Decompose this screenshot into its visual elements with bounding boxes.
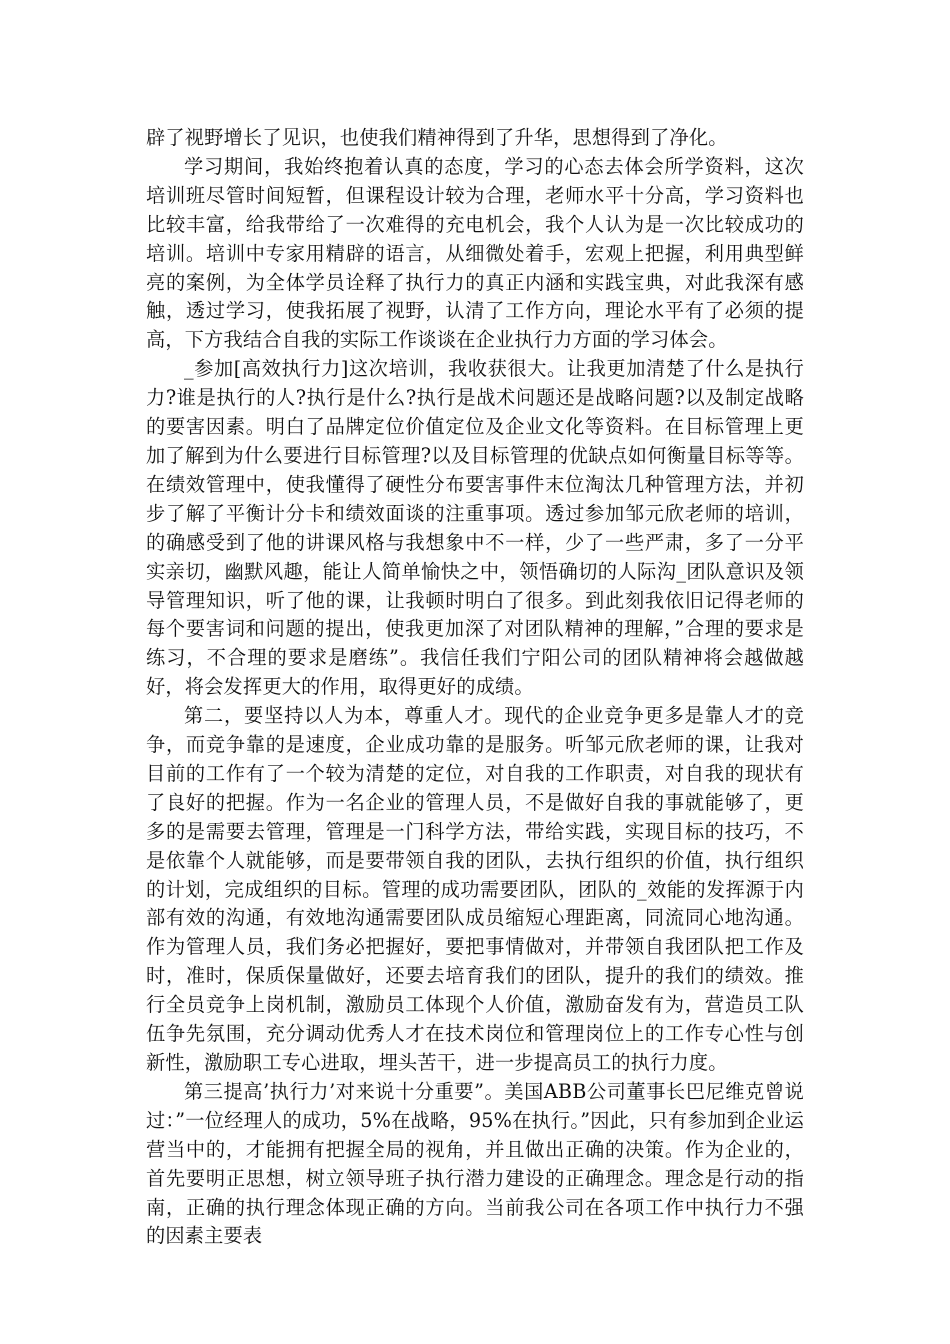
paragraph-execution-importance: 第三提高’执行力’对来说十分重要”。美国ABB公司董事长巴尼维克曾说过：”一位经理人的成功，5%在战略，95%在执行。”因此，只有参加到企业运营当中的，才能拥有把握全局的视角，并且做出正确的决策。作为企业的，首先要明正思想，树立领导班子执行潜力建设的正确理念。理念是行动的指南，正确的执行理念体现正确的方向。当前我公司在各项工作中执行力不强的因素主要表 <box>146 1079 804 1248</box>
paragraph-training-harvest: _参加[高效执行力]这次培训，我收获很大。让我更加清楚了什么是执行力?谁是执行的人?执行是什么?执行是战术问题还是战略问题?以及制定战略的要害因素。明白了品牌定位价值定位及企业文化等资料。在目标管理上更加了解到为什么要进行目标管理?以及目标管理的优缺点如何衡量目标等等。在绩效管理中，使我懂得了硬性分布要害事件末位淘汰几种管理方法，并初步了解了平衡计分卡和绩效面谈的注重事项。透过参加邹元欣老师的培训，的确感受到了他的讲课风格与我想象中不一样，少了一些严肃，多了一分平实亲切，幽默风趣，能让人简单愉快之中，领悟确切的人际沟_团队意识及领导管理知识，听了他的课，让我顿时明白了很多。到此刻我依旧记得老师的每个要害词和问题的提出，使我更加深了对团队精神的理解，”合理的要求是练习，不合理的要求是磨练”。我信任我们宁阳公司的团队精神将会越做越好，将会发挥更大的作用，取得更好的成绩。 <box>146 357 804 699</box>
document-body <box>146 124 804 1251</box>
paragraph-study-period: 学习期间，我始终抱着认真的态度，学习的心态去体会所学资料，这次培训班尽管时间短暂，但课程设计较为合理，老师水平十分高，学习资料也比较丰富，给我带给了一次难得的充电机会，我个人认为是一次比较成功的培训。培训中专家用精辟的语言，从细微处着手，宏观上把握，利用典型鲜亮的案例，为全体学员诠释了执行力的真正内涵和实践宝典，对此我深有感触，透过学习，使我拓展了视野，认清了工作方向，理论水平有了必须的提高，下方我结合自我的实际工作谈谈在企业执行力方面的学习体会。 <box>146 154 804 352</box>
paragraph-continuation: 辟了视野增长了见识，也使我们精神得到了升华，思想得到了净化。 <box>146 126 728 149</box>
paragraph-people-oriented: 第二，要坚持以人为本，尊重人才。现代的企业竞争更多是靠人才的竞争，而竞争靠的是速度，企业成功靠的是服务。听邹元欣老师的课，让我对目前的工作有了一个较为清楚的定位，对自我的工作职责，对自我的现状有了良好的把握。作为一名企业的管理人员，不是做好自我的事就能够了，更多的是需要去管理，管理是一门科学方法，带给实践，实现目标的技巧，不是依靠个人就能够，而是要带领自我的团队，去执行组织的价值，执行组织的计划，完成组织的目标。管理的成功需要团队，团队的_效能的发挥源于内部有效的沟通，有效地沟通需要团队成员缩短心理距离，同流同心地沟通。作为管理人员，我们务必把握好，要把事情做对，并带领自我团队把工作及时，准时，保质保量做好，还要去培育我们的团队，提升的我们的绩效。推行全员竞争上岗机制，激励员工体现个人价值，激励奋发有为，营造员工队伍争先氛围，充分调动优秀人才在技术岗位和管理岗位上的工作专心性与创新性，激励职工专心进取，埋头苦干，进一步提高员工的执行力度。 <box>146 704 804 1074</box>
